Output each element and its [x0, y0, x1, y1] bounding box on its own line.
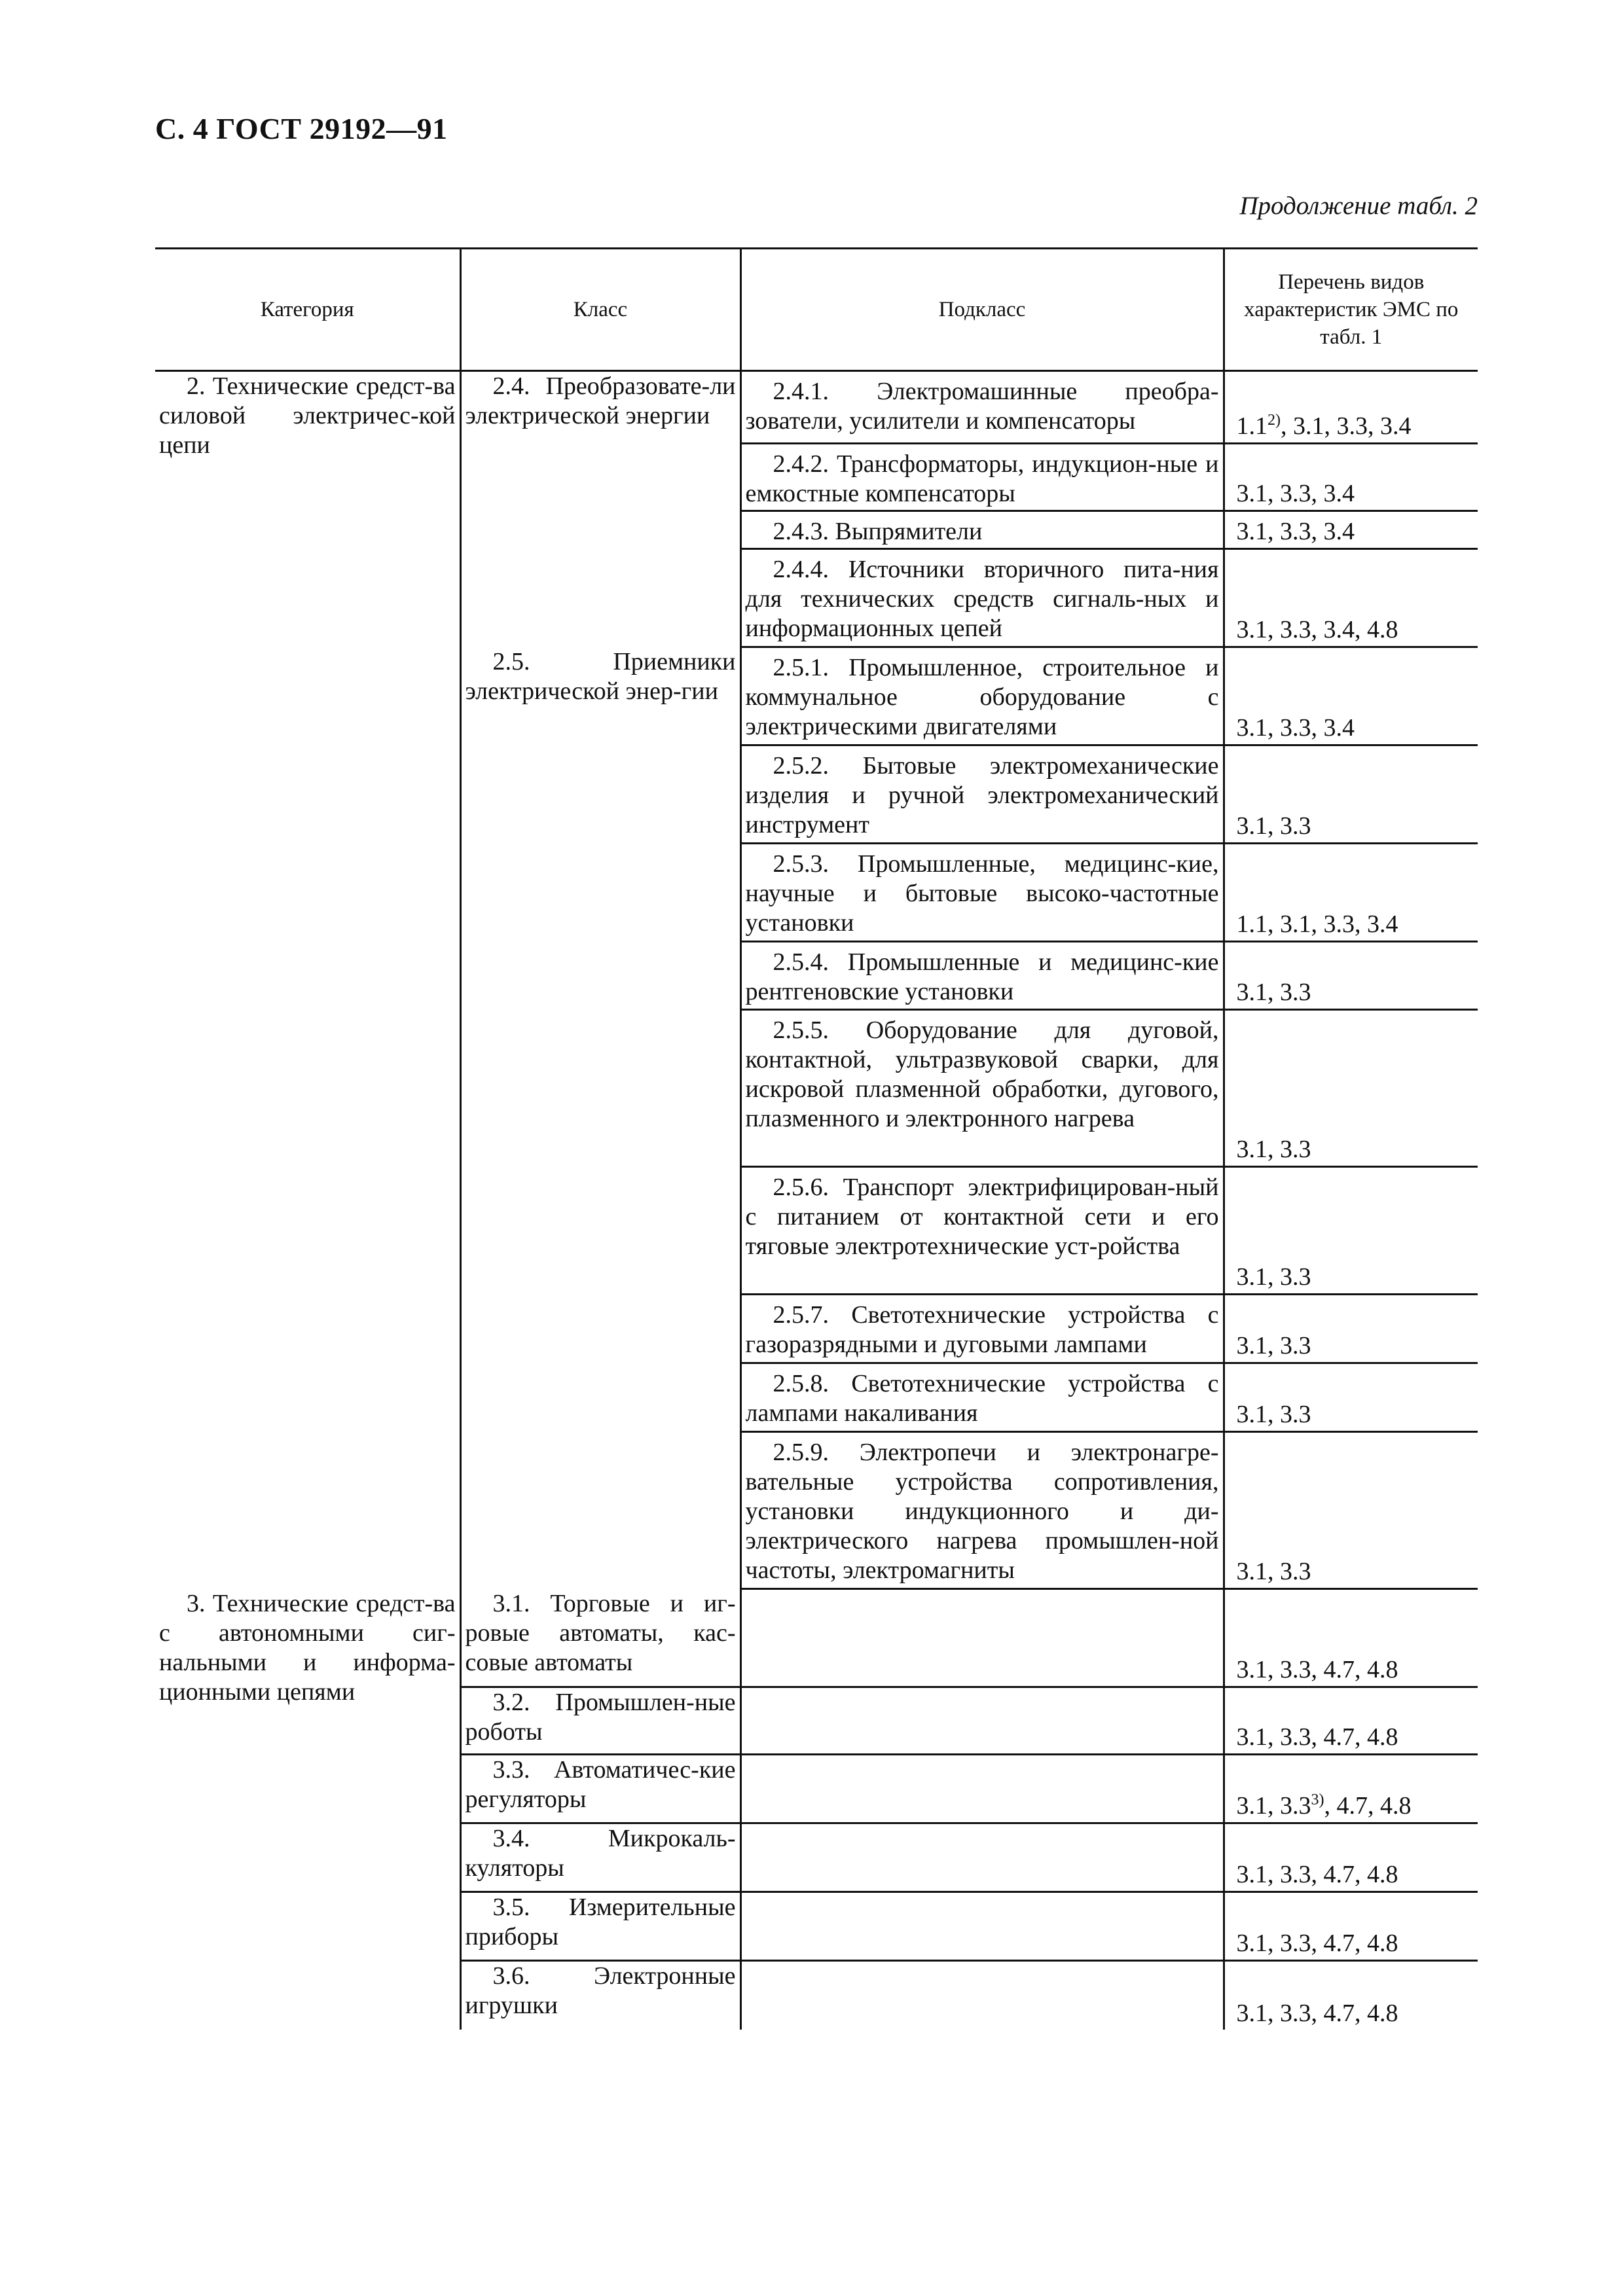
category-cell — [155, 371, 460, 1589]
class-cell — [460, 647, 740, 1589]
emc-cell: 3.1, 3.3, 3.4 — [1224, 647, 1478, 745]
table-row — [155, 371, 1478, 444]
emc-text: , 4.7, 4.8 — [1324, 1792, 1412, 1820]
emc-cell: 3.1, 3.3, 3.4 — [1224, 511, 1478, 549]
emc-cell: 3.1, 3.3 — [1224, 1010, 1478, 1167]
subclass-cell — [740, 371, 1224, 444]
category-text: 2. Технические средст-ва силовой электричес-кой цепи — [159, 372, 456, 459]
class-text: 3.5. Измерительные приборы — [465, 1893, 736, 1950]
class-cell — [460, 1961, 740, 2030]
table-continuation-label: Продолжение табл. 2 — [1239, 192, 1478, 220]
class-cell — [460, 1823, 740, 1892]
emc-text: 3.1, 3.3 — [1236, 1792, 1311, 1820]
emc-cell: 3.1, 3.3, 4.7, 4.8 — [1224, 1823, 1478, 1892]
subclass-cell — [740, 942, 1224, 1010]
subclass-cell — [740, 1589, 1224, 1687]
page-header: С. 4 ГОСТ 29192—91 — [155, 112, 448, 145]
subclass-cell — [740, 1432, 1224, 1589]
emc-cell: 1.1, 3.1, 3.3, 3.4 — [1224, 844, 1478, 942]
emc-cell: 3.1, 3.3 — [1224, 1167, 1478, 1295]
subclass-cell — [740, 1823, 1224, 1892]
subclass-text: 2.4.1. Электромашинные преобра-зователи, усилители и компенсаторы — [745, 378, 1219, 435]
emc-cell: 3.1, 3.3, 4.7, 4.8 — [1224, 1892, 1478, 1961]
category-text: 3. Технические средст-ва с автономными сиг-нальными и информа-ционными цепями — [159, 1589, 456, 1706]
class-cell — [460, 1589, 740, 1687]
column-header-emc: Перечень видов характеристик ЭМС по табл. 1 — [1224, 249, 1478, 371]
emc-cell: 3.1, 3.3 — [1224, 1295, 1478, 1363]
subclass-cell — [740, 647, 1224, 745]
column-header-class: Класс — [460, 249, 740, 371]
table-row — [155, 1589, 1478, 1687]
subclass-text: 2.5.1. Промышленное, строительное и коммунальное оборудование с электрическими двигателями — [745, 654, 1219, 740]
subclass-cell — [740, 1755, 1224, 1823]
emc-footnote-ref: 3) — [1311, 1791, 1324, 1808]
subclass-text: 2.5.7. Светотехнические устройства с газоразрядными и дуговыми лампами — [745, 1301, 1219, 1358]
subclass-text: 2.5.6. Транспорт электрифицирован-ный с питанием от контактной сети и его тяговые электротехнические уст-ройства — [745, 1174, 1219, 1260]
class-cell — [460, 1687, 740, 1755]
subclass-cell — [740, 1892, 1224, 1961]
subclass-cell — [740, 1010, 1224, 1167]
subclass-cell — [740, 549, 1224, 647]
subclass-text: 2.4.2. Трансформаторы, индукцион-ные и емкостные компенсаторы — [745, 450, 1219, 507]
emc-cell: 3.1, 3.3, 3.4, 4.8 — [1224, 549, 1478, 647]
subclass-text: 2.5.5. Оборудование для дуговой, контактной, ультразвуковой сварки, для искровой плазменной обработки, дугового, плазменного и электронного нагрева — [745, 1016, 1219, 1132]
subclass-cell — [740, 1687, 1224, 1755]
subclass-text: 2.4.3. Выпрямители — [773, 518, 983, 545]
emc-cell: 3.1, 3.3 — [1224, 942, 1478, 1010]
emc-cell: 3.1, 3.3, 3.4 — [1224, 444, 1478, 511]
emc-cell: 3.1, 3.3 — [1224, 745, 1478, 844]
category-cell — [155, 1589, 460, 2030]
class-text: 2.5. Приемники электрической энер-гии — [465, 647, 736, 705]
subclass-text: 2.5.9. Электропечи и электронагре-вательные устройства сопротивления, установки индукционного и ди-электрического нагрева промышлен-ной частоты, электромагниты — [745, 1439, 1219, 1584]
subclass-text: 2.4.4. Источники вторичного пита-ния для технических средств сигналь-ных и информационных цепей — [745, 556, 1219, 642]
class-text: 3.6. Электронные игрушки — [465, 1962, 736, 2019]
class-text: 3.4. Микрокаль-куляторы — [465, 1825, 736, 1882]
emc-cell: 3.1, 3.3, 4.7, 4.8 — [1224, 1961, 1478, 2030]
class-cell — [460, 371, 740, 647]
subclass-cell — [740, 1167, 1224, 1295]
subclass-text: 2.5.3. Промышленные, медицинс-кие, научные и бытовые высоко-частотные установки — [745, 850, 1219, 937]
class-text: 3.2. Промышлен-ные роботы — [465, 1689, 736, 1746]
emc-cell — [1224, 1755, 1478, 1823]
emc-footnote-ref: 2) — [1267, 412, 1281, 429]
column-header-subclass: Подкласс — [740, 249, 1224, 371]
emc-cell: 3.1, 3.3, 4.7, 4.8 — [1224, 1589, 1478, 1687]
subclass-text: 2.5.4. Промышленные и медицинс-кие рентгеновские установки — [745, 948, 1219, 1005]
subclass-text: 2.5.2. Бытовые электромеханические изделия и ручной электромеханический инструмент — [745, 752, 1219, 838]
class-text: 3.1. Торговые и иг-ровые автоматы, кас-совые автоматы — [465, 1589, 736, 1676]
emc-cell — [1224, 371, 1478, 444]
subclass-cell — [740, 511, 1224, 549]
emc-text: , 3.1, 3.3, 3.4 — [1281, 412, 1412, 440]
emc-cell: 3.1, 3.3 — [1224, 1363, 1478, 1432]
subclass-cell — [740, 745, 1224, 844]
class-text: 2.4. Преобразовате-ли электрической энергии — [465, 372, 736, 429]
subclass-cell — [740, 1295, 1224, 1363]
subclass-cell — [740, 844, 1224, 942]
emc-cell: 3.1, 3.3 — [1224, 1432, 1478, 1589]
emc-cell: 3.1, 3.3, 4.7, 4.8 — [1224, 1687, 1478, 1755]
class-cell — [460, 1892, 740, 1961]
column-header-category: Категория — [155, 249, 460, 371]
class-cell — [460, 1755, 740, 1823]
subclass-cell — [740, 1961, 1224, 2030]
emc-classification-table — [155, 247, 1478, 2030]
class-text: 3.3. Автоматичес-кие регуляторы — [465, 1756, 736, 1813]
emc-text: 1.1 — [1236, 412, 1267, 440]
table-header-row — [155, 249, 1478, 371]
subclass-cell — [740, 1363, 1224, 1432]
subclass-text: 2.5.8. Светотехнические устройства с лампами накаливания — [745, 1370, 1219, 1427]
subclass-cell — [740, 444, 1224, 511]
